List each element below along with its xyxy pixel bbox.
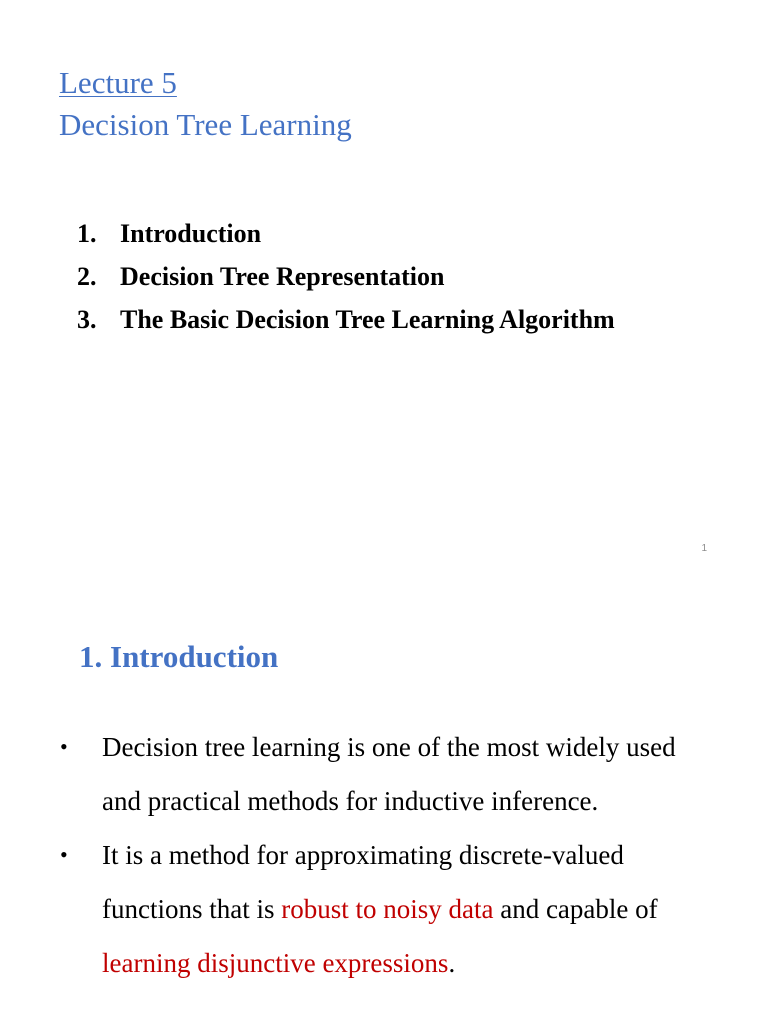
bullet-icon: • [60,734,68,759]
lecture-link[interactable]: Lecture 5 [59,65,177,100]
bullet-icon: • [60,842,68,867]
toc-item-label: The Basic Decision Tree Learning Algorithm [120,305,615,334]
bullet-item [60,720,710,828]
toc-item-number: 1. [77,219,97,248]
toc-item [77,255,615,298]
lecture-subtitle: Decision Tree Learning [59,107,352,142]
bullet-text: . [448,948,456,978]
toc-item-number: 3. [77,305,97,334]
toc-item-label: Decision Tree Representation [120,262,445,291]
page-number: 1 [701,543,707,554]
bullet-list [60,720,710,990]
highlight-text: robust to noisy data [281,894,494,924]
toc-item-number: 2. [77,262,97,291]
bullet-text: and capable of [493,894,658,924]
slide-2 [0,580,768,1024]
toc-item [77,212,615,255]
lecture-title [59,62,352,146]
bullet-text: It is a method for approximating discrete-valued functions that is [102,840,624,924]
toc-item-label: Introduction [120,219,262,248]
bullet-text: Decision tree learning is one of the most widely used and practical methods for inductive inference. [102,732,676,816]
bullet-item [60,828,710,990]
table-of-contents [77,212,615,341]
section-heading: 1. Introduction [79,639,279,674]
toc-item [77,298,615,341]
highlight-text: learning disjunctive expressions [102,948,449,978]
